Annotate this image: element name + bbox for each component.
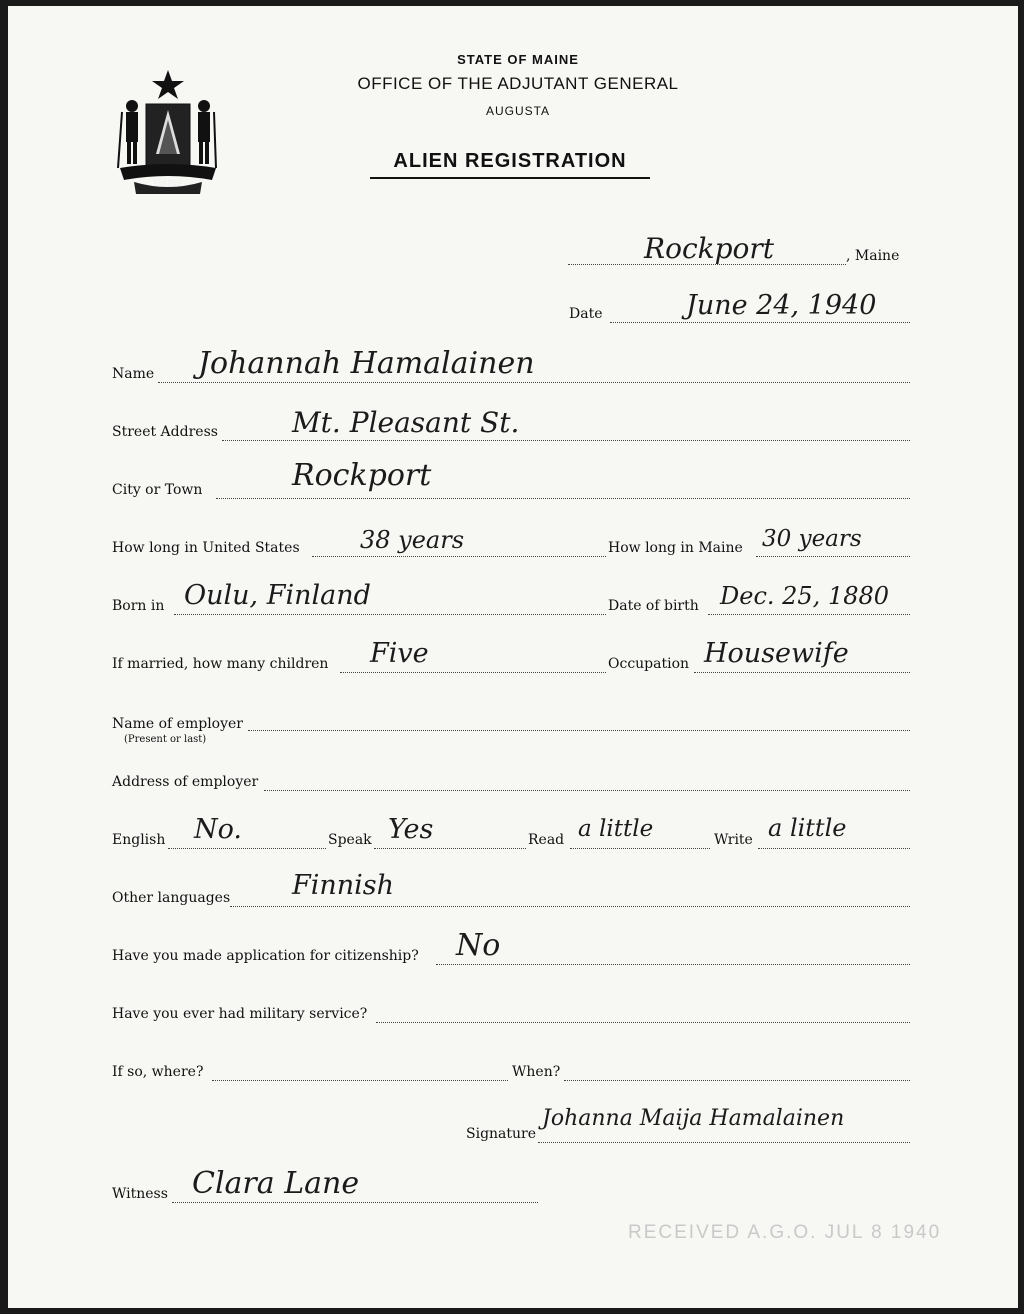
children-label: If married, how many children <box>112 656 329 672</box>
write-value: a little <box>768 814 847 842</box>
city-label: City or Town <box>112 482 203 498</box>
where-label: If so, where? <box>112 1064 204 1080</box>
citizenship-label: Have you made application for citizenship? <box>112 948 419 964</box>
dob-value: Dec. 25, 1880 <box>720 582 890 610</box>
occupation-value: Housewife <box>704 638 849 669</box>
seal-banner-text: MAINE <box>153 178 183 188</box>
signature-value: Johanna Maija Hamalainen <box>542 1106 845 1131</box>
occupation-label: Occupation <box>608 656 690 672</box>
years-maine-value: 30 years <box>762 526 862 552</box>
born-in-label: Born in <box>112 598 165 614</box>
years-maine-label: How long in Maine <box>608 540 743 556</box>
dob-label: Date of birth <box>608 598 699 614</box>
name-label: Name <box>112 366 155 382</box>
read-label: Read <box>528 832 565 848</box>
street-label: Street Address <box>112 424 218 440</box>
city-heading: AUGUSTA <box>485 104 551 118</box>
registration-form <box>8 6 1018 1308</box>
speak-label: Speak <box>328 832 372 848</box>
other-languages-label: Other languages <box>112 890 231 906</box>
witness-value: Clara Lane <box>192 1166 360 1201</box>
date-label: Date <box>569 306 603 322</box>
military-label: Have you ever had military service? <box>112 1006 368 1022</box>
signature-label: Signature <box>466 1126 537 1142</box>
town-suffix: , Maine <box>846 248 900 264</box>
town-value: Rockport <box>644 232 775 265</box>
read-value: a little <box>578 816 654 842</box>
name-value: Johannah Hamalainen <box>198 346 535 381</box>
date-value: June 24, 1940 <box>686 290 877 321</box>
born-in-value: Oulu, Finland <box>184 580 371 611</box>
office-heading: OFFICE OF THE ADJUTANT GENERAL <box>357 74 679 93</box>
state-heading: STATE OF MAINE <box>457 52 579 67</box>
years-us-label: How long in United States <box>112 540 300 556</box>
street-value: Mt. Pleasant St. <box>292 406 520 439</box>
english-label: English <box>112 832 166 848</box>
when-label: When? <box>512 1064 561 1080</box>
city-value: Rockport <box>292 458 432 493</box>
speak-value: Yes <box>388 814 434 845</box>
write-label: Write <box>714 832 753 848</box>
employer-label: Name of employer <box>112 716 243 732</box>
english-value: No. <box>194 814 242 845</box>
form-title: ALIEN REGISTRATION <box>370 150 650 179</box>
witness-label: Witness <box>112 1186 168 1202</box>
citizenship-value: No <box>456 928 501 963</box>
received-stamp: RECEIVED A.G.O. JUL 8 1940 <box>628 1222 942 1243</box>
employer-address-label: Address of employer <box>112 774 259 790</box>
children-value: Five <box>370 638 429 669</box>
employer-sublabel: (Present or last) <box>124 734 207 745</box>
other-languages-value: Finnish <box>292 870 395 901</box>
maine-state-seal <box>112 68 224 198</box>
years-us-value: 38 years <box>360 526 465 554</box>
